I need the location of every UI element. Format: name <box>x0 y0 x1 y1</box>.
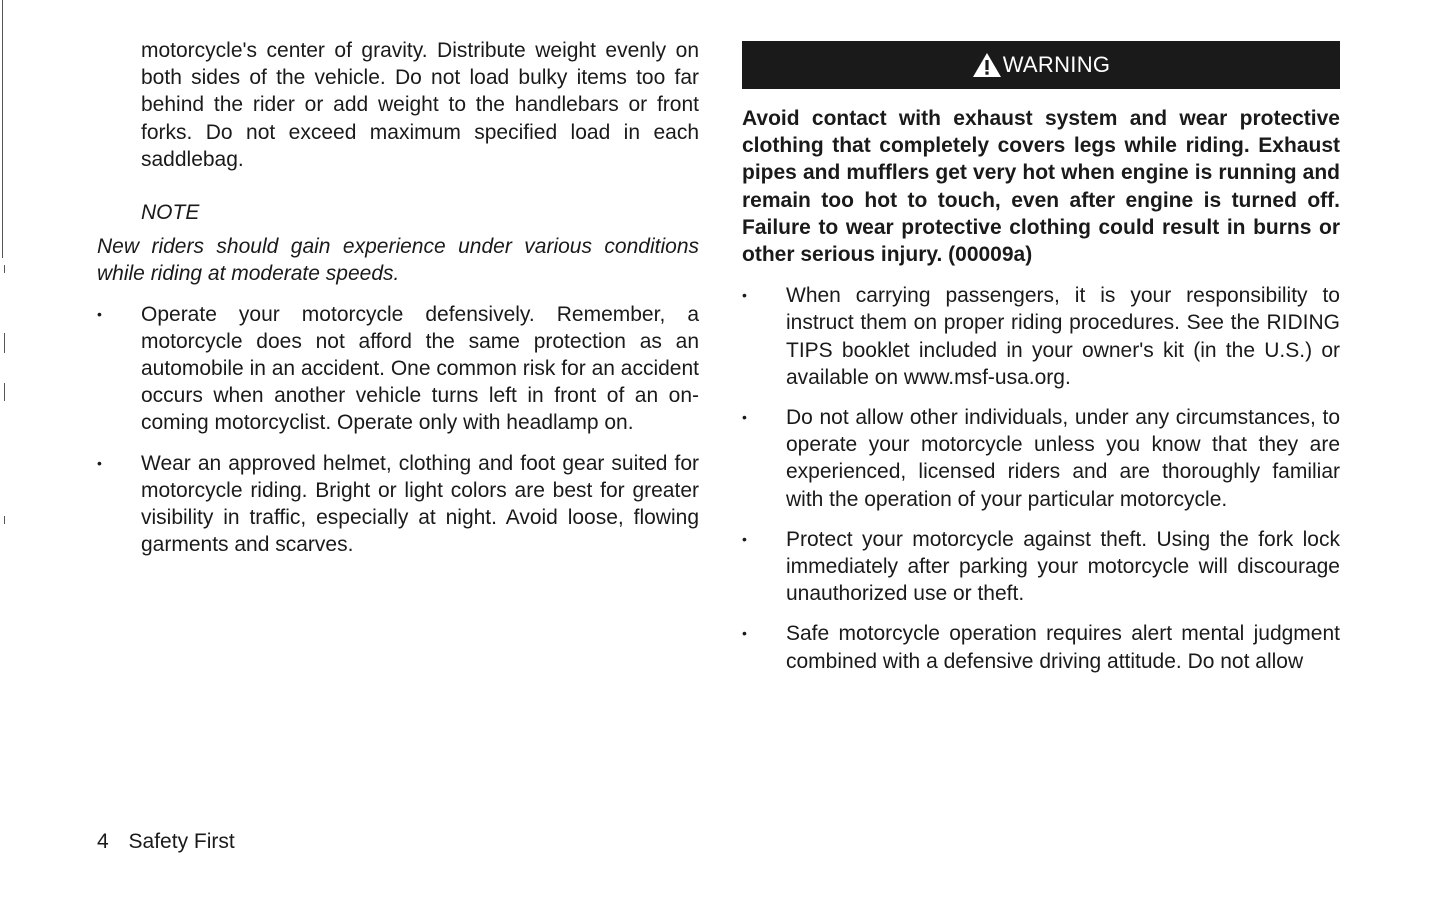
bullet-icon: • <box>742 530 747 547</box>
page-number: 4 <box>97 830 109 853</box>
bullet-icon: • <box>97 454 102 471</box>
bullet-icon: • <box>742 409 747 426</box>
bullet-icon: • <box>742 625 747 642</box>
bullet-icon: • <box>742 287 747 304</box>
bullet-text: When carrying passengers, it is your responsibility to instruct them on proper riding procedures. See the RIDING TIPS booklet included in your owner's kit (in the U.S.) or available on www.msf-usa.org. <box>786 284 1340 389</box>
list-item <box>742 282 1340 391</box>
left-bullet-list <box>97 301 699 559</box>
list-item <box>742 620 1340 674</box>
warning-banner <box>742 41 1340 89</box>
warning-triangle-icon <box>972 52 1002 78</box>
warning-text: Avoid contact with exhaust system and wear protective clothing that completely covers legs while riding. Exhaust pipes and mufflers get very hot when engine is running and remain too hot to touch, even after engine is turned off. Failure to wear protective clothing could result in burns or other serious injury. (00009a) <box>742 107 1340 267</box>
bullet-text: Wear an approved helmet, clothing and foot gear suited for motorcycle riding. Bright or light colors are best for greater visibility in traffic, especially at night. Avoid loose, flowing garments and scarves. <box>141 451 699 557</box>
list-item <box>742 404 1340 513</box>
list-item <box>97 450 699 559</box>
bullet-text: Protect your motorcycle against theft. Using the fork lock immediately after parking your motorcycle will discourage unauthorized use or theft. <box>786 527 1340 606</box>
intro-paragraph: motorcycle's center of gravity. Distribute weight evenly on both sides of the vehicle. Do not load bulky items too far behind the rider or add weight to the handlebars or front forks. Do not exceed maximum specified load in each saddlebag. <box>141 39 699 171</box>
right-bullet-list <box>742 282 1340 675</box>
bullet-text: Safe motorcycle operation requires alert mental judgment combined with a defensive driving attitude. Do not allow <box>786 622 1340 673</box>
list-item <box>97 301 699 437</box>
right-column <box>742 41 1340 688</box>
bullet-text: Do not allow other individuals, under any circumstances, to operate your motorcycle unless you know that they are experienced, licensed riders and are thoroughly familiar with the operation of your particular motorcycle. <box>786 406 1340 511</box>
warning-label: WARNING <box>1002 52 1111 77</box>
bullet-text: Operate your motorcycle defensively. Remember, a motorcycle does not afford the same protection as an automobile in an accident. One common risk for an accident occurs when another vehicle turns left in front of an on-coming motorcyclist. Operate only with headlamp on. <box>141 302 699 435</box>
section-title: Safety First <box>128 830 235 853</box>
note-heading: NOTE <box>141 201 200 225</box>
left-column <box>97 37 699 571</box>
page-footer <box>97 828 235 855</box>
list-item <box>742 526 1340 608</box>
bullet-icon: • <box>97 305 102 322</box>
note-text: New riders should gain experience under various conditions while riding at moderate speeds. <box>97 235 699 286</box>
